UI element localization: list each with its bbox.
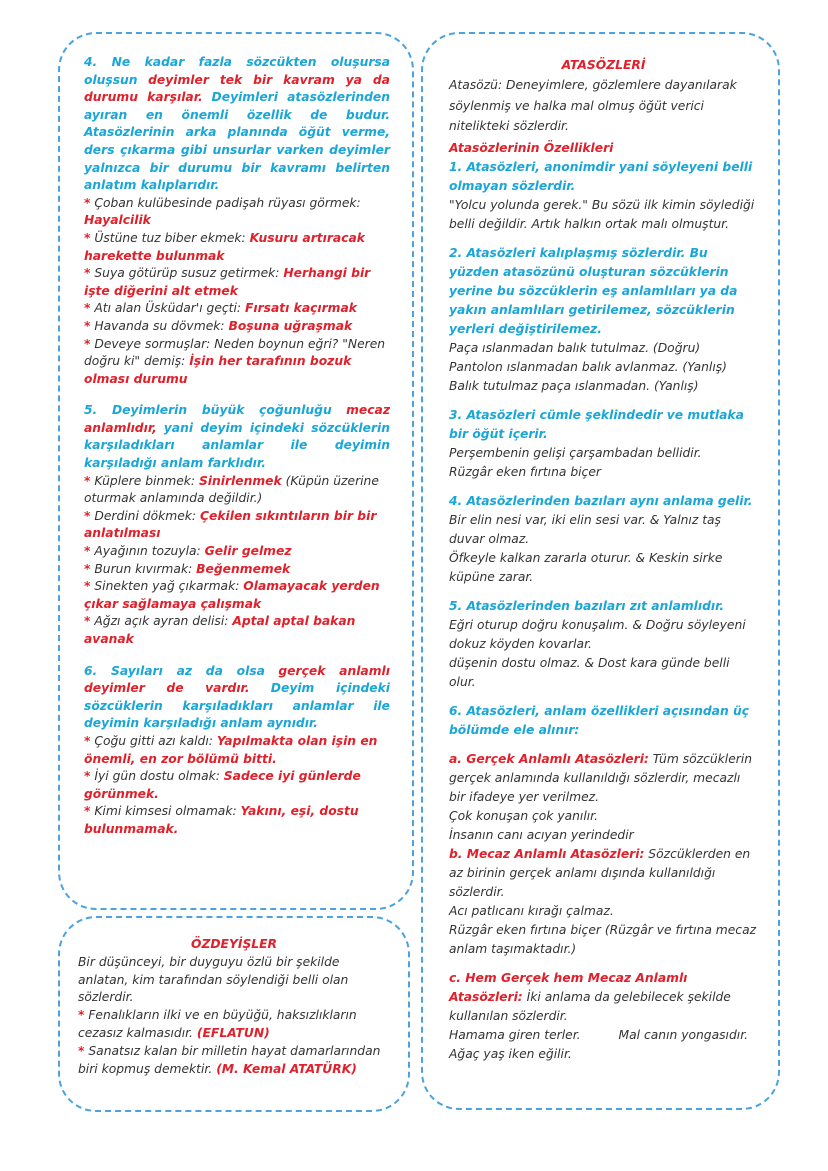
feature-6c-line: Ağaç yaş iken eğilir. — [449, 1046, 572, 1061]
example-line: * Üstüne tuz biber ekmek: Kusuru artıracak harekette bulunmak — [84, 230, 365, 263]
feature-5-line: Eğri oturup doğru konuşalım. & Doğru söyleyeni dokuz köyden kovarlar. — [449, 617, 746, 651]
feature-6a-line: Çok konuşan çok yanılır. — [449, 808, 599, 823]
bullet-star-icon: * — [84, 579, 91, 594]
example-line: * Kimi kimsesi olmamak: Yakını, eşi, dostu bulunmamak. — [84, 804, 359, 836]
deyimler-panel — [58, 32, 414, 910]
p5-highlight: mecaz anlamlıdır, — [84, 403, 390, 435]
feature-6c-line: Hamama giren terler. Mal canın yongasıdır. — [449, 1027, 749, 1042]
feature-2-line: Paça ıslanmadan balık tutulmaz. (Doğru) — [449, 340, 701, 355]
ozdeyisler-panel — [58, 916, 410, 1112]
p6-body: Deyim içindeki sözcüklerin karşıladıkları anlamlar ile deyimin karşıladığı anlam aynıdır. — [84, 681, 390, 731]
p4-intro: 4. Ne kadar fazla sözcükten oluşursa oluşsun — [84, 55, 390, 87]
feature-3-line: Rüzgâr eken fırtına biçer — [449, 464, 601, 479]
ozdeyisler-definition: Bir düşünceyi, bir duyguyu özlü bir şekilde anlatan, kim tarafından söylendiği belli olan sözlerdir. — [78, 954, 349, 1005]
feature-5-line: düşenin dostu olmaz. & Dost kara günde belli olur. — [449, 655, 730, 689]
bullet-star-icon: * — [84, 508, 91, 523]
feature-6b: b. Mecaz Anlamlı Atasözleri: Sözcüklerden en az birinin gerçek anlamı dışında kullanıldığı sözlerdir. — [449, 846, 751, 899]
deyim-item-5 — [84, 402, 390, 472]
atasozleri-definition: Atasözü: Deneyimlere, gözlemlere dayanılarak söylenmiş ve halka mal olmuş öğüt verici nitelikteki sözlerdir. — [449, 78, 737, 133]
ozdeyisler-title: ÖZDEYİŞLER — [190, 937, 278, 951]
bullet-star-icon: * — [78, 1043, 85, 1058]
feature-3-line: Perşembenin gelişi çarşambadan bellidir. — [449, 445, 702, 460]
bullet-star-icon: * — [84, 614, 91, 629]
p4-body: Deyimleri atasözlerinden ayıran en önemli özellik de budur. Atasözlerinin arka planında öğüt verme, ders çıkarma gibi unsurlar varken deyimler yalnızca bir durumu bir kavramı belirten anlatım kalıplarıdır. — [84, 90, 391, 193]
deyim-item-6 — [84, 663, 390, 733]
deyim-4-examples — [84, 195, 390, 389]
feature-4-title: 4. Atasözlerinden bazıları aynı anlama gelir. — [449, 493, 753, 508]
quote-item: * Fenalıkların ilki ve en büyüğü, haksızlıkların cezasız kalmasıdır. (EFLATUN) — [78, 1008, 357, 1040]
deyim-5-examples — [84, 473, 390, 649]
bullet-star-icon: * — [84, 473, 91, 488]
example-line: * Çoban kulübesinde padişah rüyası görmek: Hayalcilik — [84, 195, 361, 228]
p6-intro: 6. Sayıları az da olsa — [84, 663, 265, 678]
bullet-star-icon: * — [84, 544, 91, 559]
example-line: * Çoğu gitti azı kaldı: Yapılmakta olan işin en önemli, en zor bölümü bitti. — [84, 733, 378, 766]
example-line: * Suya götürüp susuz getirmek: Herhangi bir işte diğerini alt etmek — [84, 266, 371, 298]
feature-6-title: 6. Atasözleri, anlam özellikleri açısından üç bölümde ele alınır: — [449, 703, 750, 737]
feature-6c: c. Hem Gerçek hem Mecaz Anlamlı Atasözleri: İki anlama da gelebilecek şekilde kullanılan sözlerdir. — [449, 970, 731, 1023]
bullet-star-icon: * — [84, 266, 91, 281]
example-line: * Burun kıvırmak: Beğenmemek — [84, 561, 291, 576]
atasozleri-panel — [421, 32, 780, 1110]
p5-intro: 5. Deyimlerin büyük çoğunluğu — [84, 403, 332, 418]
bullet-star-icon: * — [84, 318, 91, 333]
example-line: * Deveye sormuşlar: Neden boynun eğri? "Neren doğru ki" demiş: İşin her tarafının bozuk olması durumu — [84, 336, 386, 386]
bullet-star-icon: * — [84, 230, 91, 245]
feature-6a-line: İnsanın canı acıyan yerindedir — [449, 827, 634, 842]
p5-body: yani deyim içindeki sözcüklerin karşıladıkları anlamlar ile deyimin karşıladığı anlam farklıdır. — [84, 420, 390, 471]
bullet-star-icon: * — [84, 301, 91, 316]
example-line: * Küplere binmek: Sinirlenmek (Küpün üzerine oturmak anlamında değildir.) — [84, 473, 379, 506]
feature-3-title: 3. Atasözleri cümle şeklindedir ve mutlaka bir öğüt içerir. — [449, 407, 744, 441]
p4-highlight: deyimler tek bir kavram ya da durumu karşılar. — [84, 72, 390, 105]
feature-6b-line: Acı patlıcanı kırağı çalmaz. — [449, 903, 614, 918]
atasozleri-title: ATASÖZLERİ — [561, 58, 646, 72]
bullet-star-icon: * — [84, 561, 91, 576]
example-line: * Havanda su dövmek: Boşuna uğraşmak — [84, 318, 353, 333]
bullet-star-icon: * — [84, 804, 91, 819]
feature-1-title: 1. Atasözleri, anonimdir yani söyleyeni belli olmayan sözlerdir. — [449, 159, 753, 193]
bullet-star-icon: * — [84, 733, 91, 748]
features-title: Atasözlerinin Özellikleri — [449, 140, 614, 155]
bullet-star-icon: * — [78, 1008, 85, 1023]
bullet-star-icon: * — [84, 769, 91, 784]
feature-2-title: 2. Atasözleri kalıplaşmış sözlerdir. Bu yüzden atasözünü oluşturan sözcüklerin yerine bu sözcüklerin eş anlamlıları ya da yakın anlamlıları getirilemez, sözcüklerin yerleri değiştirilemez. — [449, 245, 738, 336]
example-line: * Derdini dökmek: Çekilen sıkıntıların bir bir anlatılması — [84, 508, 377, 541]
example-line: * Ağzı açık ayran delisi: Aptal aptal bakan avanak — [84, 614, 356, 646]
quote-author: (M. Kemal ATATÜRK) — [216, 1061, 357, 1076]
p6-highlight: gerçek anlamlı deyimler de vardır. — [84, 663, 390, 696]
feature-2-line: Balık tutulmaz paça ıslanmadan. (Yanlış) — [449, 378, 699, 393]
feature-6a: a. Gerçek Anlamlı Atasözleri: Tüm sözcüklerin gerçek anlamında kullanıldığı sözlerdir, mecazlı bir ifadeye yer verilmez. — [449, 751, 753, 804]
example-line: * İyi gün dostu olmak: Sadece iyi günlerde görünmek. — [84, 769, 361, 801]
feature-4-line: Bir elin nesi var, iki elin sesi var. & Yalnız taş duvar olmaz. — [449, 512, 721, 546]
example-line: * Ayağının tozuyla: Gelir gelmez — [84, 544, 292, 559]
deyim-6-examples — [84, 733, 390, 839]
feature-1-body: "Yolcu yolunda gerek." Bu sözü ilk kimin söylediği belli değildir. Artık halkın ortak malı olmuştur. — [449, 197, 755, 231]
example-line: * Atı alan Üsküdar'ı geçti: Fırsatı kaçırmak — [84, 301, 357, 316]
feature-4-line: Öfkeyle kalkan zararla oturur. & Keskin sirke küpüne zarar. — [449, 550, 723, 584]
feature-6b-line: Rüzgâr eken fırtına biçer (Rüzgâr ve fırtına mecaz anlam taşımaktadır.) — [449, 922, 757, 956]
example-line: * Sinekten yağ çıkarmak: Olamayacak yerden çıkar sağlamaya çalışmak — [84, 579, 380, 611]
quote-author: (EFLATUN) — [196, 1025, 270, 1040]
bullet-star-icon: * — [84, 336, 91, 351]
deyim-item-4 — [84, 54, 390, 195]
bullet-star-icon: * — [84, 195, 91, 210]
feature-2-line: Pantolon ıslanmadan balık avlanmaz. (Yanlış) — [449, 359, 727, 374]
quote-item: * Sanatsız kalan bir milletin hayat damarlarından biri kopmuş demektir. (M. Kemal ATATÜRK) — [78, 1043, 381, 1076]
feature-5-title: 5. Atasözlerinden bazıları zıt anlamlıdır. — [449, 598, 725, 613]
